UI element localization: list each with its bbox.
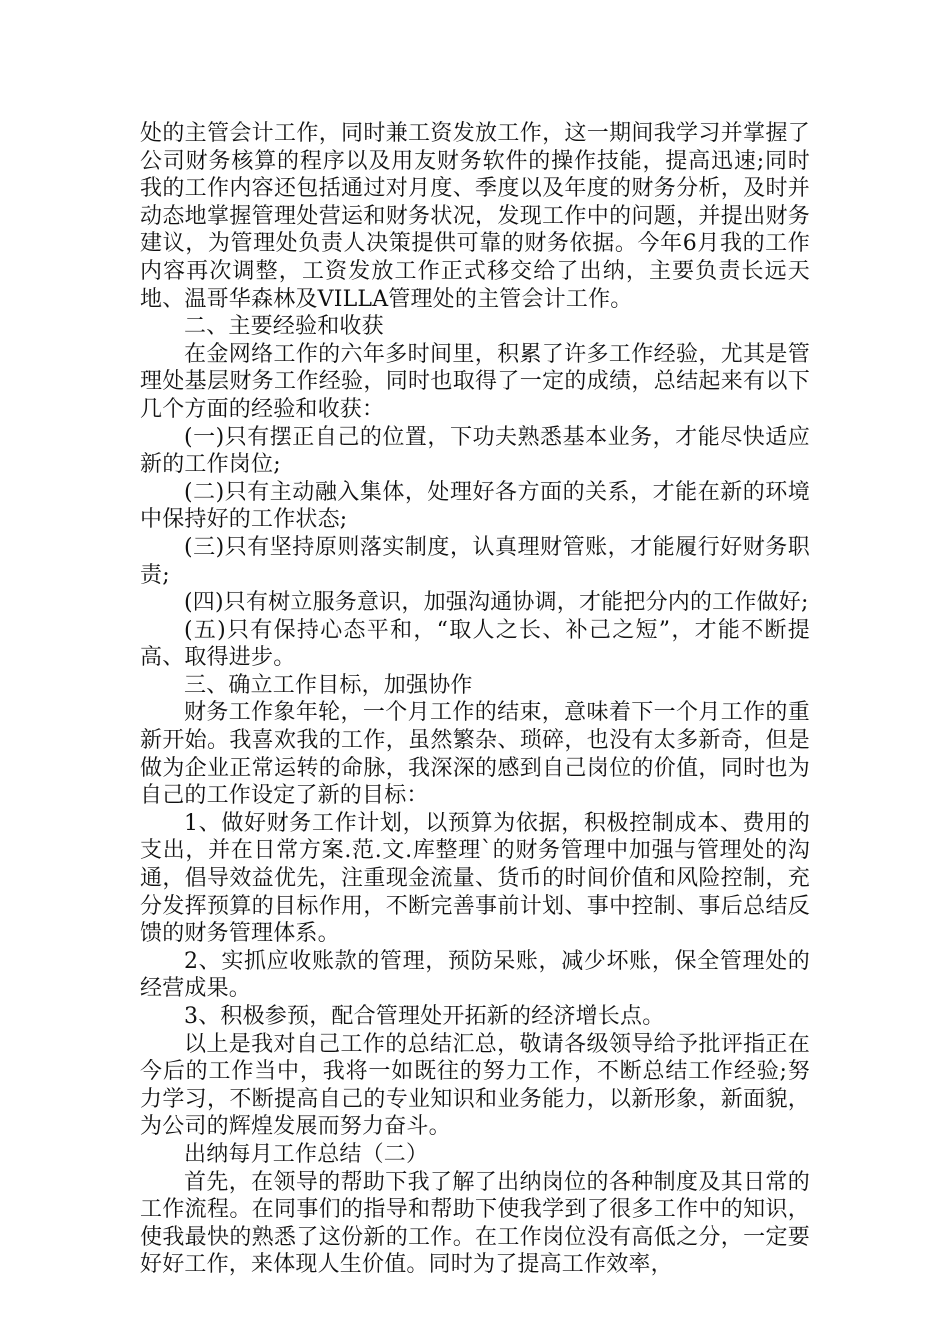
- paragraph-continuation: 处的主管会计工作，同时兼工资发放工作，这一期间我学习并掌握了公司财务核算的程序以及用友财务软件的操作技能，提高迅速;同时我的工作内容还包括通过对月度、季度以及年度的财务分析，及时并动态地掌握管理处营运和财务状况，发现工作中的问题，并提出财务建议，为管理处负责人决策提供可靠的财务依据。今年6月我的工作内容再次调整，工资发放工作正式移交给了出纳，主要负责长远天地、温哥华森林及VILLA管理处的主管会计工作。: [140, 121, 810, 312]
- list-item-1: (一)只有摆正自己的位置，下功夫熟悉基本业务，才能尽快适应新的工作岗位;: [140, 424, 810, 478]
- list-item-3: (三)只有坚持原则落实制度，认真理财管账，才能履行好财务职责;: [140, 534, 810, 588]
- section-heading-3: 三、确立工作目标，加强协作: [184, 672, 473, 698]
- goal-item-3: 3、积极参预，配合管理处开拓新的经济增长点。: [184, 1004, 665, 1029]
- goal-item-1: 1、做好财务工作计划，以预算为依据，积极控制成本、费用的支出，并在日常方案.范.文.库整理`的财务管理中加强与管理处的沟通，倡导效益优先，注重现金流量、货币的时间价值和风险控制，充分发挥预算的目标作用，不断完善事前计划、事中控制、事后总结反馈的财务管理体系。: [140, 810, 810, 947]
- list-item-2: (二)只有主动融入集体，处理好各方面的关系，才能在新的环境中保持好的工作状态;: [140, 479, 810, 533]
- document-page: [140, 120, 810, 1279]
- paragraph-part-2-opening: 首先，在领导的帮助下我了解了出纳岗位的各种制度及其日常的工作流程。在同事们的指导和帮助下使我学到了很多工作中的知识，使我最快的熟悉了这份新的工作。在工作岗位没有高低之分，一定要好好工作，来体现人生价值。同时为了提高工作效率，: [140, 1169, 810, 1278]
- section-heading-2: 二、主要经验和收获: [184, 314, 384, 340]
- paragraph-conclusion: 以上是我对自己工作的总结汇总，敬请各级领导给予批评指正在今后的工作当中，我将一如既往的努力工作，不断总结工作经验;努力学习，不断提高自己的专业知识和业务能力，以新形象，新面貌，为公司的辉煌发展而努力奋斗。: [140, 1031, 810, 1140]
- section-heading-part-2: 出纳每月工作总结（二）: [184, 1141, 429, 1167]
- list-item-4: (四)只有树立服务意识，加强沟通协调，才能把分内的工作做好;: [184, 590, 809, 616]
- list-item-5: (五)只有保持心态平和，“取人之长、补己之短”，才能不断提高、取得进步。: [140, 617, 810, 671]
- goal-item-2: 2、实抓应收账款的管理，预防呆账，减少坏账，保全管理处的经营成果。: [140, 948, 810, 1002]
- paragraph-experience-intro: 在金网络工作的六年多时间里，积累了许多工作经验，尤其是管理处基层财务工作经验，同时也取得了一定的成绩，总结起来有以下几个方面的经验和收获：: [140, 341, 810, 422]
- paragraph-goals-intro: 财务工作象年轮，一个月工作的结束，意味着下一个月工作的重新开始。我喜欢我的工作，虽然繁杂、琐碎，也没有太多新奇，但是做为企业正常运转的命脉，我深深的感到自己岗位的价值，同时也为自己的工作设定了新的目标：: [140, 700, 810, 809]
